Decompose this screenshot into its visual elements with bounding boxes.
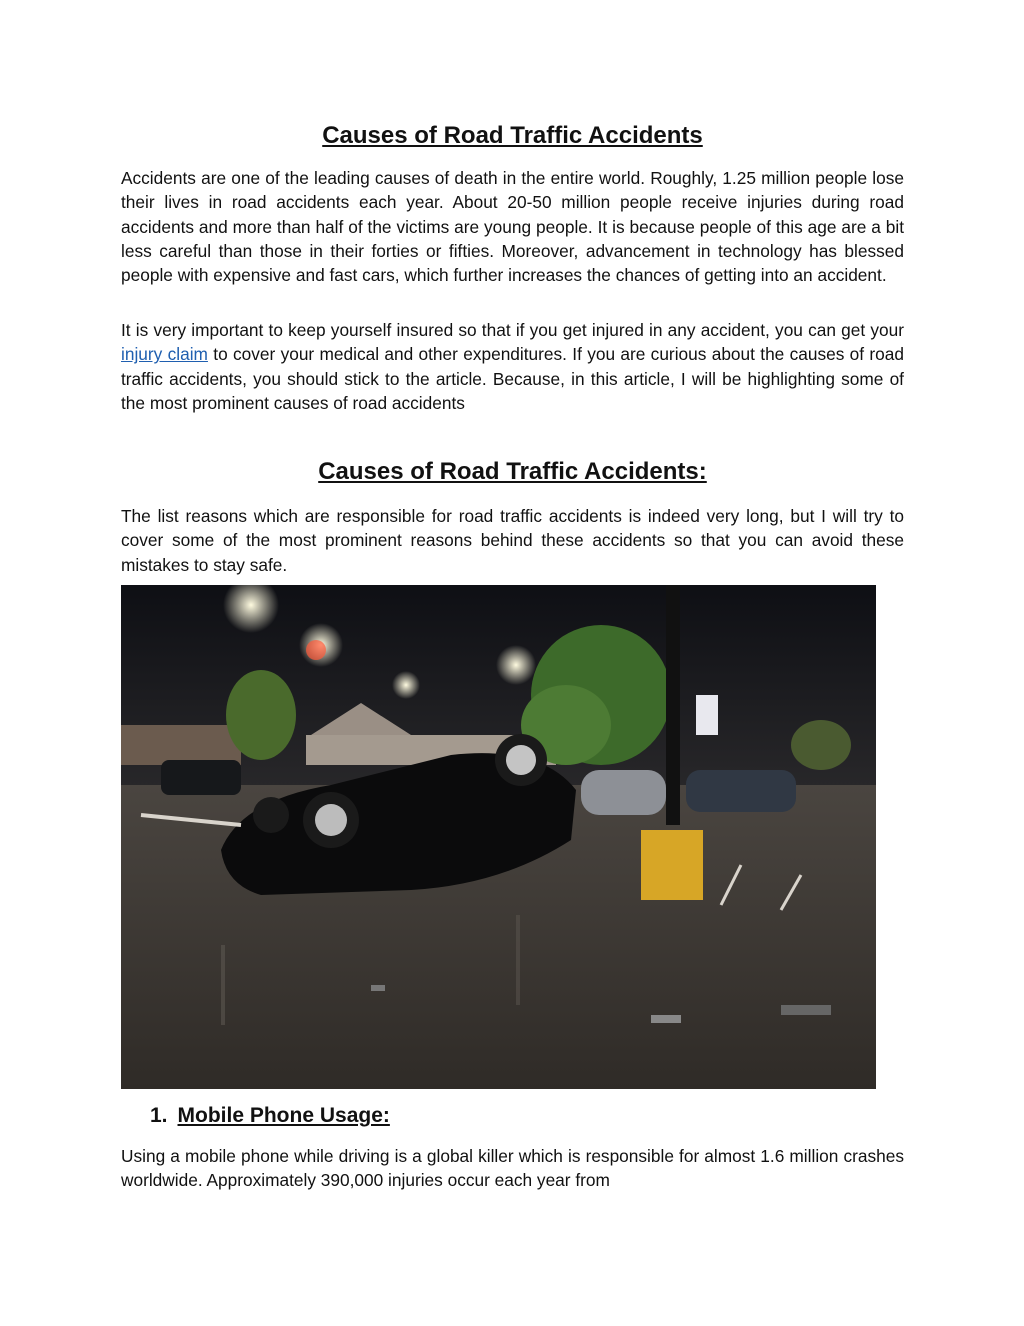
mobile-phone-heading: [150, 1102, 390, 1130]
insurance-paragraph: [121, 318, 904, 415]
insurance-text-before: It is very important to keep yourself insured so that if you get injured in any accident, you can get your: [121, 320, 904, 340]
mobile-phone-paragraph: Using a mobile phone while driving is a global killer which is responsible for almost 1.6 million crashes worldwide. Approximately 390,000 injuries occur each year from: [121, 1146, 904, 1191]
accident-photo: [121, 585, 876, 1089]
injury-claim-link[interactable]: injury claim: [121, 344, 208, 365]
heading-title: Mobile Phone Usage:: [177, 1104, 390, 1127]
insurance-text-after: to cover your medical and other expenditures. If you are curious about the causes of road traffic accidents, you should stick to the article. Because, in this article, I will be highlighting some of the most prominent causes of road accidents: [121, 344, 904, 413]
section-heading: Causes of Road Traffic Accidents:: [318, 458, 707, 485]
intro-paragraph: Accidents are one of the leading causes of death in the entire world. Roughly, 1.25 million people lose their lives in road accidents each year. About 20-50 million people receive injuries during road accidents and more than half of the victims are young people. It is because people of this age are a bit less careful than those in their forties or fifties. Moreover, advancement in technology has blessed people with expensive and fast cars, which further increases the chances of getting into an accident.: [121, 168, 904, 286]
list-intro-paragraph: The list reasons which are responsible for road traffic accidents is indeed very long, but I will try to cover some of the most prominent reasons behind these accidents so that you can avoid these mistakes to stay safe.: [121, 506, 904, 575]
main-title: Causes of Road Traffic Accidents: [322, 122, 703, 149]
heading-number: 1.: [150, 1104, 168, 1127]
